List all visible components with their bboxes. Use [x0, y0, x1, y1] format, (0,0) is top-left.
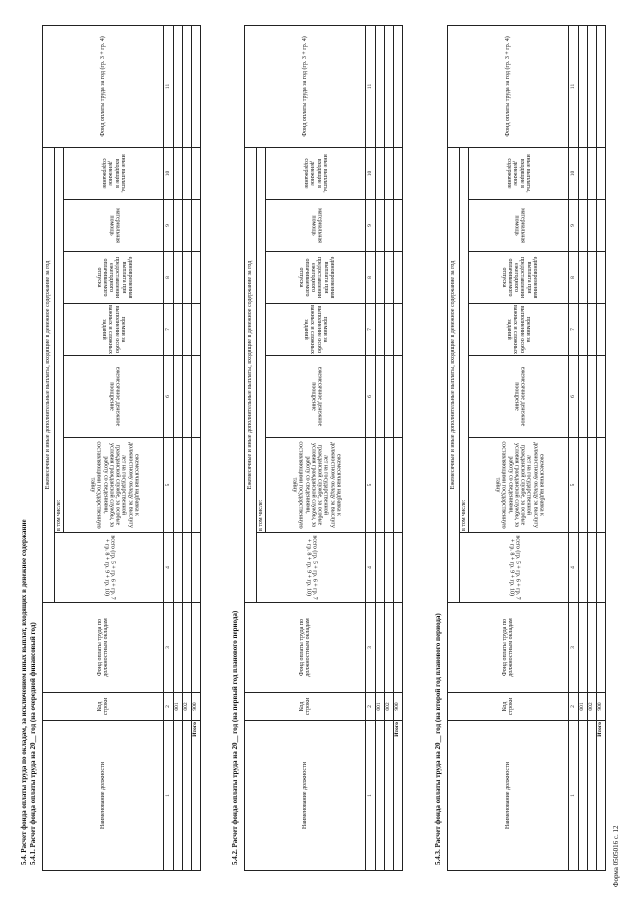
header-code: Код строки — [245, 693, 366, 721]
column-number: 7 — [164, 304, 174, 356]
column-number: 9 — [569, 200, 579, 252]
header-fund: Фонд оплаты труда за год (гр. 3 + гр. 4) — [245, 25, 366, 147]
column-number: 2 — [164, 693, 174, 721]
header-col8: единовременная выплата при предоставлении ежегодного оплачиваемого отпуска — [266, 252, 366, 304]
table-row — [174, 25, 183, 870]
header-fund: Фонд оплаты труда за год (гр. 3 + гр. 4) — [448, 25, 569, 147]
column-number: 5 — [164, 438, 174, 533]
header-salary-fund: Фонд оплаты труда по должностным окладам — [245, 603, 366, 693]
column-number: 1 — [164, 721, 174, 871]
row-code: 001 — [579, 693, 588, 721]
column-number: 3 — [366, 603, 376, 693]
column-number: 8 — [164, 252, 174, 304]
column-number: 6 — [366, 356, 376, 438]
table-row — [183, 25, 192, 870]
table-row — [588, 25, 597, 870]
table-title: 5.4.3. Расчет фонда оплаты труда на 20__ год (на второй год планового периода) — [434, 613, 442, 865]
header-including: в том числе: — [257, 147, 266, 532]
header-total: всего (гр. 5 + гр. 6 + гр. 7 + гр. 8 + гр. 9 + гр. 10) — [460, 533, 569, 603]
header-col5: ежемесячная надбавка к должностному окладу за выслугу лет на государственной гражданской службе, за особые условия гражданской службы, за работу со сведениями, составляющими государственную тайну — [469, 438, 569, 533]
row-code: 002 — [183, 693, 192, 721]
header-col7: премии за выполнение особо важных и сложных заданий — [266, 304, 366, 356]
total-label: Итого — [394, 721, 403, 871]
column-number: 10 — [164, 147, 174, 199]
header-fund: Фонд оплаты труда за год (гр. 3 + гр. 4) — [43, 25, 164, 147]
row-code: 002 — [588, 693, 597, 721]
header-name: Наименование должности — [43, 721, 164, 871]
header-name: Наименование должности — [448, 721, 569, 871]
header-col7: премии за выполнение особо важных и сложных заданий — [64, 304, 164, 356]
header-col9: материальная помощь — [266, 200, 366, 252]
header-col6: ежемесячное денежное поощрение — [469, 356, 569, 438]
header-code: Код строки — [43, 693, 164, 721]
column-number: 10 — [569, 147, 579, 199]
column-number: 5 — [569, 438, 579, 533]
header-col10: иные выплаты, входящие в денежное содержание — [64, 147, 164, 199]
header-including: в том числе: — [55, 147, 64, 532]
header-total: всего (гр. 5 + гр. 6 + гр. 7 + гр. 8 + гр. 9 + гр. 10) — [257, 533, 366, 603]
salary-fund-table — [244, 25, 403, 871]
header-salary-fund: Фонд оплаты труда по должностным окладам — [43, 603, 164, 693]
column-number: 10 — [366, 147, 376, 199]
table-row — [376, 25, 385, 870]
header-col7: премии за выполнение особо важных и сложных заданий — [469, 304, 569, 356]
header-col9: материальная помощь — [469, 200, 569, 252]
header-total: всего (гр. 5 + гр. 6 + гр. 7 + гр. 8 + гр. 9 + гр. 10) — [55, 533, 164, 603]
header-monthly-group: Ежемесячные и иные дополнительные выплаты, входящие в денежное содержание за год — [43, 147, 55, 602]
row-code: 001 — [376, 693, 385, 721]
column-number: 4 — [569, 533, 579, 603]
column-number: 1 — [366, 721, 376, 871]
column-number: 9 — [164, 200, 174, 252]
header-col8: единовременная выплата при предоставлении ежегодного оплачиваемого отпуска — [469, 252, 569, 304]
column-number: 11 — [366, 25, 376, 147]
total-label: Итого — [597, 721, 606, 871]
row-code: 001 — [174, 693, 183, 721]
header-col5: ежемесячная надбавка к должностному окладу за выслугу лет на государственной гражданской службе, за особые условия гражданской службы, за работу со сведениями, составляющими государственную тайну — [266, 438, 366, 533]
section-title: 5.4. Расчет фонда оплаты труда по окладам, за исключением иных выплат, входящих в денежное содержание — [20, 519, 28, 865]
column-number: 6 — [164, 356, 174, 438]
header-col5: ежемесячная надбавка к должностному окладу за выслугу лет на государственной гражданской службе, за особые условия гражданской службы, за работу со сведениями, составляющими государственную тайну — [64, 438, 164, 533]
header-code: Код строки — [448, 693, 569, 721]
header-col6: ежемесячное денежное поощрение — [64, 356, 164, 438]
header-salary-fund: Фонд оплаты труда по должностным окладам — [448, 603, 569, 693]
header-name: Наименование должности — [245, 721, 366, 871]
table-title: 5.4.2. Расчет фонда оплаты труда на 20__ год (на первый год планового периода) — [231, 610, 239, 865]
column-number: 11 — [569, 25, 579, 147]
header-col10: иные выплаты, входящие в денежное содержание — [266, 147, 366, 199]
column-number: 3 — [164, 603, 174, 693]
total-row — [394, 25, 403, 870]
column-number: 4 — [366, 533, 376, 603]
column-number: 9 — [366, 200, 376, 252]
header-including: в том числе: — [460, 147, 469, 532]
total-code: 900 — [597, 693, 606, 721]
table-row — [579, 25, 588, 870]
header-monthly-group: Ежемесячные и иные дополнительные выплаты, входящие в денежное содержание за год — [448, 147, 460, 602]
total-code: 900 — [394, 693, 403, 721]
column-number: 8 — [569, 252, 579, 304]
column-number: 2 — [366, 693, 376, 721]
column-number: 5 — [366, 438, 376, 533]
total-row — [192, 25, 201, 870]
salary-fund-table — [42, 25, 201, 871]
total-label: Итого — [192, 721, 201, 871]
column-number: 6 — [569, 356, 579, 438]
total-row — [597, 25, 606, 870]
row-code: 002 — [385, 693, 394, 721]
column-number: 2 — [569, 693, 579, 721]
column-number: 7 — [366, 304, 376, 356]
column-number: 11 — [164, 25, 174, 147]
salary-fund-table — [447, 25, 606, 871]
column-number: 7 — [569, 304, 579, 356]
header-col10: иные выплаты, входящие в денежное содержание — [469, 147, 569, 199]
header-monthly-group: Ежемесячные и иные дополнительные выплаты, входящие в денежное содержание за год — [245, 147, 257, 602]
table-row — [385, 25, 394, 870]
total-code: 900 — [192, 693, 201, 721]
header-col8: единовременная выплата при предоставлении ежегодного оплачиваемого отпуска — [64, 252, 164, 304]
column-number: 3 — [569, 603, 579, 693]
column-number: 1 — [569, 721, 579, 871]
column-number: 4 — [164, 533, 174, 603]
table-title: 5.4.1. Расчет фонда оплаты труда на 20__ год (на очередной финансовый год) — [29, 622, 37, 865]
header-col6: ежемесячное денежное поощрение — [266, 356, 366, 438]
form-code: Форма 0505016 с. 12 — [612, 825, 620, 887]
column-number: 8 — [366, 252, 376, 304]
header-col9: материальная помощь — [64, 200, 164, 252]
